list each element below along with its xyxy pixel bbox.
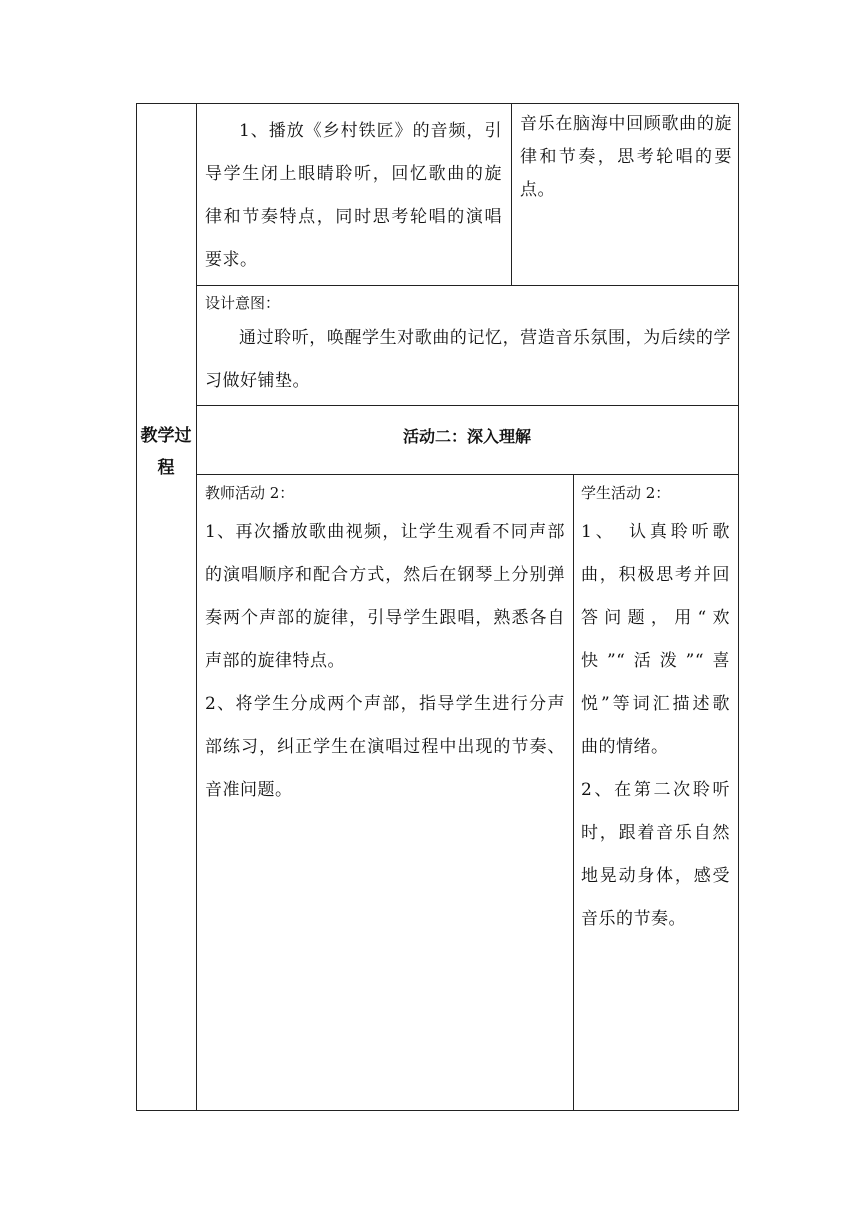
label-column-border bbox=[196, 103, 197, 1111]
activity2-heading: 活动二：深入理解 bbox=[402, 427, 531, 446]
student-activity2-item-2: 2、在第二次聆听时，跟着音乐自然地晃动身体，感受音乐的节奏。 bbox=[581, 780, 730, 929]
student-activity2-title: 学生活动 2： bbox=[581, 484, 671, 502]
row1-teacher-cell bbox=[205, 110, 502, 282]
teacher-activity2-item-1: 1、再次播放歌曲视频，让学生观看不同声部的演唱顺序和配合方式，然后在钢琴上分别弹奏两个声部的旋律，引导学生跟唱，熟悉各自声部的旋律特点。 bbox=[205, 522, 565, 671]
activity-heading-bottom-border bbox=[196, 474, 738, 475]
row1-bottom-border bbox=[196, 285, 738, 286]
design-intent-bottom-border bbox=[196, 405, 738, 406]
teacher-activity2-item-2: 2、将学生分成两个声部，指导学生进行分声部练习，纠正学生在演唱过程中出现的节奏、音准问题。 bbox=[205, 694, 565, 800]
design-intent-cell bbox=[205, 291, 731, 403]
table-bottom-border bbox=[136, 1110, 738, 1111]
row1-teacher-text: 1、播放《乡村铁匠》的音频，引导学生闭上眼睛聆听，回忆歌曲的旋律和节奏特点，同时思考轮唱的演唱要求。 bbox=[205, 121, 502, 270]
row1-student-text: 音乐在脑海中回顾歌曲的旋律和节奏，思考轮唱的要点。 bbox=[520, 114, 732, 200]
student-activity2-item-1: 1、 认真聆听歌曲，积极思考并回答问题，用“欢快”“活泼”“喜悦”等词汇描述歌曲的情绪。 bbox=[581, 522, 730, 757]
row1-column-divider bbox=[511, 103, 512, 285]
table-left-border bbox=[136, 103, 137, 1111]
table-top-border bbox=[136, 103, 738, 104]
teacher-activity2-cell bbox=[205, 481, 565, 812]
design-intent-title: 设计意图： bbox=[205, 294, 281, 312]
teacher-activity2-title: 教师活动 2： bbox=[205, 484, 295, 502]
row1-student-cell bbox=[520, 108, 732, 207]
table-right-border bbox=[738, 103, 739, 1111]
student-activity2-cell bbox=[581, 481, 730, 941]
teaching-process-label: 教学过程 bbox=[140, 426, 192, 478]
activity-column-divider bbox=[573, 474, 574, 1110]
design-intent-text: 通过聆听，唤醒学生对歌曲的记忆，营造音乐氛围，为后续的学习做好铺垫。 bbox=[205, 328, 731, 391]
